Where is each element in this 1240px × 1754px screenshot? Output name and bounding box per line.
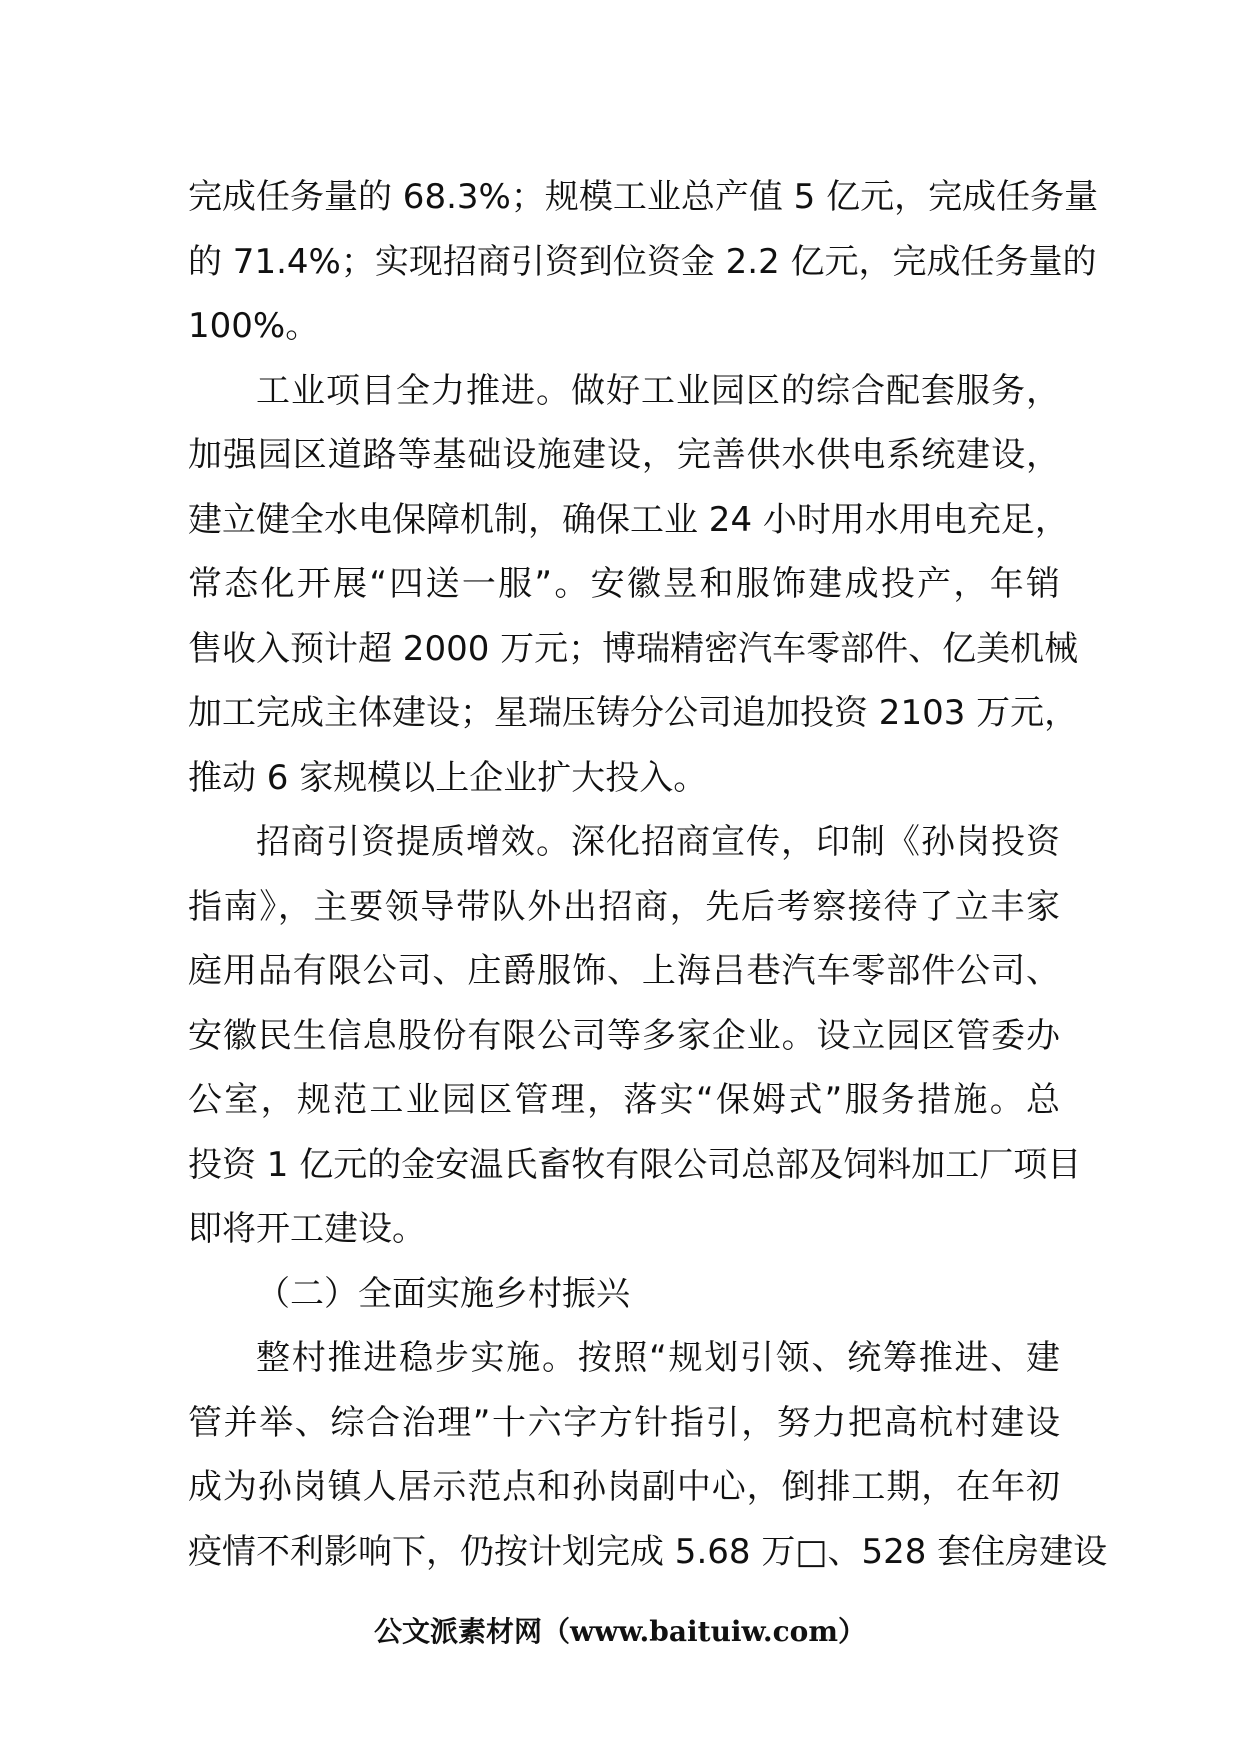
text-line: 投资 1 亿元的金安温氏畜牧有限公司总部及饲料加工厂项目 xyxy=(188,1144,1082,1185)
section-heading-text: （二）全面实施乡村振兴 xyxy=(256,1273,630,1314)
document-body xyxy=(188,165,1108,1584)
text-line: 加强园区道路等基础设施建设，完善供水供电系统建设， xyxy=(188,435,1060,475)
text-line: 常态化开展“四送一服”。安徽昱和服饰建成投产，年销 xyxy=(188,564,1060,604)
text-line: 安徽民生信息股份有限公司等多家企业。设立园区管委办 xyxy=(188,1015,1060,1056)
paragraph xyxy=(188,810,1082,1262)
text-line: 管并举、综合治理”十六字方针指引，努力把高杭村建设 xyxy=(188,1402,1060,1443)
text-line: 即将开工建设。 xyxy=(188,1209,426,1249)
text-line: 整村推进稳步实施。按照“规划引领、统筹推进、建 xyxy=(256,1338,1060,1378)
text-line: 建立健全水电保障机制，确保工业 24 小时用水用电充足， xyxy=(188,499,1069,540)
text-line: 的 71.4%；实现招商引资到位资金 2.2 亿元，完成任务量的 xyxy=(188,241,1097,282)
text-line: 工业项目全力推进。做好工业园区的综合配套服务， xyxy=(256,370,1060,411)
text-line: 推动 6 家规模以上企业扩大投入。 xyxy=(188,757,708,798)
text-line: 指南》，主要领导带队外出招商，先后考察接待了立丰家 xyxy=(188,886,1060,927)
footer-watermark: 公文派素材网（www.baituiw.com） xyxy=(374,1615,866,1648)
text-line: 100%。 xyxy=(188,306,320,346)
section-heading xyxy=(188,1262,1060,1327)
text-line: 疫情不利影响下，仍按计划完成 5.68 万□、528 套住房建设 xyxy=(188,1531,1108,1572)
text-line: 完成任务量的 68.3%；规模工业总产值 5 亿元，完成任务量 xyxy=(188,177,1099,217)
text-line: 售收入预计超 2000 万元；博瑞精密汽车零部件、亿美机械 xyxy=(188,628,1079,669)
paragraph xyxy=(188,165,1099,359)
paragraph xyxy=(188,359,1079,811)
text-line: 加工完成主体建设；星瑞压铸分公司追加投资 2103 万元， xyxy=(188,693,1079,733)
text-line: 招商引资提质增效。深化招商宣传，印制《孙岗投资 xyxy=(256,822,1060,862)
text-line: 公室，规范工业园区管理，落实“保姆式”服务措施。总 xyxy=(188,1080,1060,1120)
paragraph xyxy=(188,1326,1108,1584)
text-line: 成为孙岗镇人居示范点和孙岗副中心，倒排工期，在年初 xyxy=(188,1467,1060,1507)
text-line: 庭用品有限公司、庄爵服饰、上海吕巷汽车零部件公司、 xyxy=(188,951,1060,991)
